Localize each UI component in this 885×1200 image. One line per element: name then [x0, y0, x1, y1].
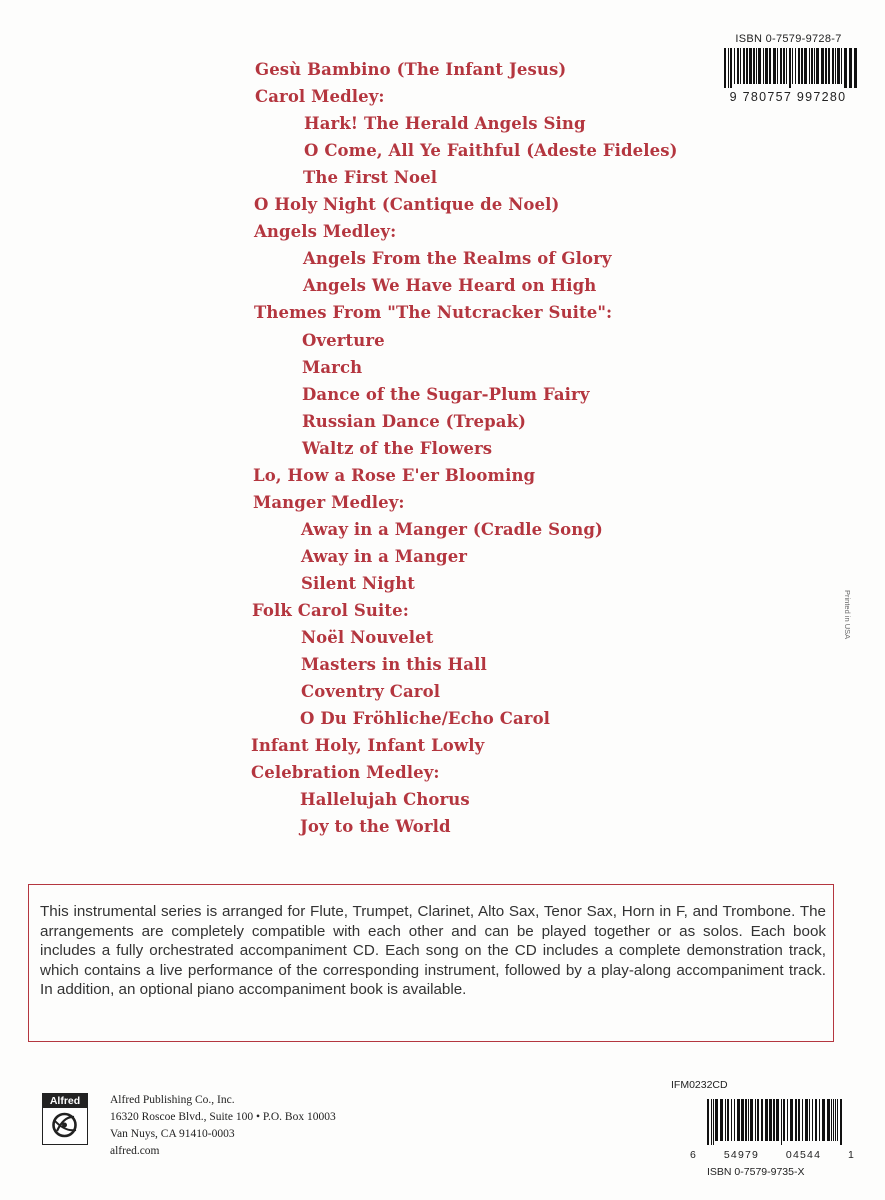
contents-subitem: Hark! The Herald Angels Sing — [304, 114, 586, 133]
printed-in-label: Printed in USA — [843, 590, 852, 640]
contents-subitem: Away in a Manger — [301, 547, 468, 566]
contents-subitem: Joy to the World — [300, 817, 451, 836]
barcode-digit-group: 54979 — [723, 1149, 760, 1161]
contents-subitem: The First Noel — [303, 168, 438, 187]
contents-item: Carol Medley: — [255, 87, 385, 106]
contents-item: Gesù Bambino (The Infant Jesus) — [255, 60, 567, 79]
contents-item: Manger Medley: — [253, 493, 405, 512]
publisher-address-line1: 16320 Roscoe Blvd., Suite 100 • P.O. Box 10003 — [110, 1111, 336, 1123]
contents-item: Themes From "The Nutcracker Suite": — [254, 303, 613, 322]
isbn-bottom: ISBN 0-7579-9735-X — [707, 1166, 805, 1178]
barcode-digit-group: 04544 — [785, 1149, 822, 1161]
contents-subitem: O Du Fröhliche/Echo Carol — [300, 709, 551, 728]
contents-subitem: March — [302, 358, 363, 377]
contents-item: Angels Medley: — [254, 222, 397, 241]
contents-subitem: Hallelujah Chorus — [300, 790, 470, 809]
contents-item: Infant Holy, Infant Lowly — [251, 736, 485, 755]
contents-subitem: Silent Night — [301, 574, 416, 593]
contents-subitem: O Come, All Ye Faithful (Adeste Fideles) — [304, 141, 678, 160]
music-clef-icon — [46, 1110, 83, 1140]
barcode-digit-group: 6 — [690, 1149, 698, 1161]
contents-subitem: Away in a Manger (Cradle Song) — [301, 520, 603, 539]
publisher-website: alfred.com — [110, 1145, 160, 1157]
contents-subitem: Noël Nouvelet — [301, 628, 434, 647]
product-code: IFM0232CD — [671, 1079, 728, 1091]
barcode-top-digits: 9 780757 997280 — [729, 90, 847, 104]
contents-subitem: Masters in this Hall — [301, 655, 487, 674]
barcode-bottom — [706, 1099, 846, 1149]
contents-subitem: Russian Dance (Trepak) — [302, 412, 527, 431]
contents-subitem: Angels We Have Heard on High — [303, 276, 597, 295]
contents-item: Lo, How a Rose E'er Blooming — [253, 466, 536, 485]
contents-subitem: Coventry Carol — [301, 682, 441, 701]
contents-item: Celebration Medley: — [251, 763, 440, 782]
publisher-logo — [42, 1093, 88, 1145]
contents-subitem: Waltz of the Flowers — [302, 439, 493, 458]
publisher-address-line2: Van Nuys, CA 91410-0003 — [110, 1128, 235, 1140]
barcode-digit-group: 1 — [847, 1149, 855, 1161]
barcode-bottom-digits — [690, 1149, 855, 1161]
contents-subitem: Dance of the Sugar-Plum Fairy — [302, 385, 590, 404]
contents-item: O Holy Night (Cantique de Noel) — [254, 195, 560, 214]
barcode-top — [723, 48, 857, 90]
logo-wordmark: Alfred — [43, 1094, 87, 1108]
contents-subitem: Overture — [302, 331, 385, 350]
isbn-top: ISBN 0-7579-9728-7 — [735, 33, 842, 45]
publisher-name: Alfred Publishing Co., Inc. — [110, 1094, 235, 1106]
contents-item: Folk Carol Suite: — [252, 601, 409, 620]
contents-subitem: Angels From the Realms of Glory — [303, 249, 612, 268]
series-description: This instrumental series is arranged for Flute, Trumpet, Clarinet, Alto Sax, Tenor Sax, Horn in F, and Trombone. The arrangements are completely compatible with each other and can be played together or as solos. Each book includes a fully orchestrated accompaniment CD. Each song on the CD includes a complete demonstration track, which contains a live performance of the corresponding instrument, followed by a play-along accompaniment track. In addition, an optional piano accompaniment book is available. — [40, 903, 826, 999]
